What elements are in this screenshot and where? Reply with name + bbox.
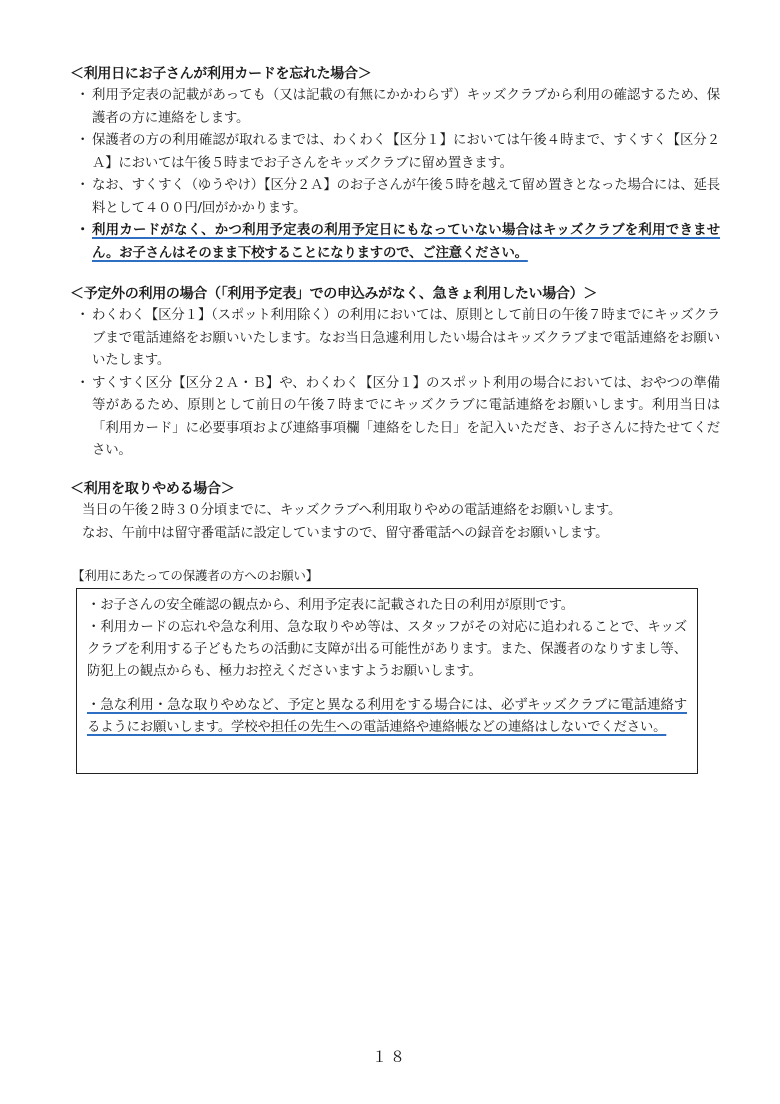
section-heading: ＜利用を取りやめる場合＞ bbox=[70, 481, 235, 497]
warning-text: 利用カードがなく、かつ利用予定表の利用予定日にもなっていない場合はキッズクラブを利用できません。お子さんはそのまま下校することになりますので、ご注意ください。 bbox=[92, 223, 720, 261]
list-item-warning bbox=[70, 220, 720, 265]
notice-label: 【利用にあたっての保護者の方へのお願い】 bbox=[72, 568, 319, 583]
section-cancel-use bbox=[70, 478, 720, 545]
emphasis-text: ・急な利用・急な取りやめなど、予定と異なる利用をする場合には、必ずキッズクラブに電話連絡するようにお願いします。学校や担任の先生への電話連絡や連絡帳などの連絡はしないでください。 bbox=[87, 698, 687, 735]
list-item: ・ なお、すくすく（ゆうやけ）【区分２Ａ】のお子さんが午後５時を越えて留め置きとなった場合には、延長料として４００円/回がかかります。 bbox=[70, 175, 720, 220]
section-forgot-card bbox=[70, 63, 720, 265]
notice-paragraph-emphasis bbox=[87, 695, 687, 739]
spacer bbox=[87, 683, 687, 695]
section-heading: ＜利用日にお子さんが利用カードを忘れた場合＞ bbox=[70, 66, 372, 82]
list-item: ・ わくわく【区分１】（スポット利用除く）の利用においては、原則として前日の午後７時までにキッズクラブまで電話連絡をお願いいたします。なお当日急遽利用したい場合はキッズクラブまで電話連絡をお願いいたします。 bbox=[70, 305, 720, 373]
bullet-list bbox=[70, 305, 720, 463]
notice-paragraph: ・利用カードの忘れや急な利用、急な取りやめ等は、スタッフがその対応に追われることで、キッズクラブを利用する子どもたちの活動に支障が出る可能性があります。また、保護者のなりすまし等、防犯上の観点からも、極力お控えくださいますようお願いします。 bbox=[87, 620, 687, 679]
paragraph-line: 当日の午後２時３０分頃までに、キッズクラブへ利用取りやめの電話連絡をお願いします。 bbox=[82, 503, 622, 518]
section-heading: ＜予定外の利用の場合（「利用予定表」での申込みがなく、急きょ利用したい場合）＞ bbox=[70, 286, 598, 302]
section-unscheduled-use bbox=[70, 283, 720, 463]
list-item: ・ 利用予定表の記載があっても（又は記載の有無にかかわらず）キッズクラブから利用の確認するため、保護者の方に連絡をします。 bbox=[70, 85, 720, 130]
notice-box bbox=[76, 588, 698, 774]
list-item: ・ 保護者の方の利用確認が取れるまでは、わくわく【区分１】においては午後４時まで、すくすく【区分２Ａ】においては午後５時までお子さんをキッズクラブに留め置きます。 bbox=[70, 130, 720, 175]
paragraph-line: なお、午前中は留守番電話に設定していますので、留守番電話への録音をお願いします。 bbox=[82, 525, 609, 541]
list-item: ・ すくすく区分【区分２Ａ・Ｂ】や、わくわく【区分１】のスポット利用の場合においては、おやつの準備等があるため、原則として前日の午後７時までにキッズクラブに電話連絡をお願いします。利用当日は「利用カード」に必要事項および連絡事項欄「連絡をした日」を記入いただき、お子さんに持たせてください。 bbox=[70, 373, 720, 463]
page-number: １８ bbox=[371, 1048, 408, 1066]
bullet-list bbox=[70, 85, 720, 265]
notice-paragraph: ・お子さんの安全確認の観点から、利用予定表に記載された日の利用が原則です。 bbox=[87, 598, 574, 613]
